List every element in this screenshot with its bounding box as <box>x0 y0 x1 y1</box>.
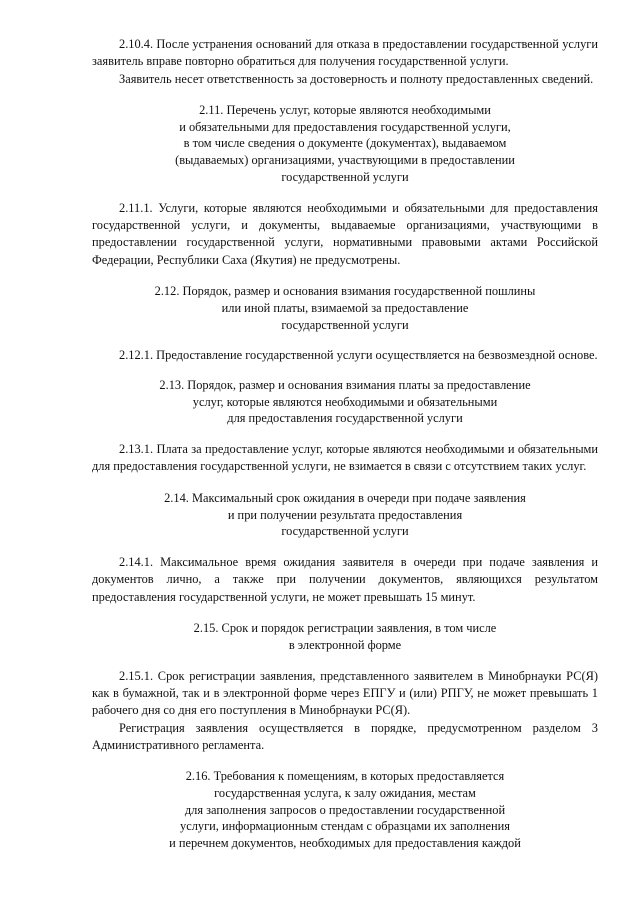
heading-2-16 <box>92 768 598 852</box>
heading-line: государственная услуга, к залу ожидания, местам <box>214 785 476 800</box>
paragraph-2-10-4: 2.10.4. После устранения оснований для отказа в предоставлении государственной услуги заявитель вправе повторно обратиться для получения государственной услуги. <box>92 37 598 69</box>
paragraph-2-10-4-responsibility: Заявитель несет ответственность за достоверность и полноту предоставленных сведений. <box>119 71 594 86</box>
heading-line: услуг, которые являются необходимыми и обязательными <box>192 394 498 409</box>
paragraph-2-11-1: 2.11.1. Услуги, которые являются необходимыми и обязательными для предоставления государственной услуги, и документы, выдаваемые организациями, участвующими в предоставлении государственной услуги, нормативными правовыми актами Российской Федерации, Республики Саха (Якутия) не предусмотрены. <box>92 200 598 267</box>
heading-2-13 <box>92 377 598 427</box>
heading-line: (выдаваемых) организациями, участвующими в предоставлении <box>175 153 515 168</box>
paragraph-2-15-1: 2.15.1. Срок регистрации заявления, представленного заявителем в Минобрнауки РС(Я) как в бумажной, так и в электронной форме через ЕПГУ и (или) РПГУ, не может превышать 1 рабочего дня со дня его поступления в Минобрнауки РС(Я). <box>92 668 598 718</box>
heading-line: услуги, информационным стендам с образцами их заполнения <box>180 819 510 834</box>
heading-2-12 <box>92 283 598 333</box>
heading-line: и обязательными для предоставления государственной услуги, <box>179 119 511 134</box>
heading-line: и перечнем документов, необходимых для предоставления каждой <box>169 836 521 851</box>
heading-line: и при получении результата предоставления <box>227 507 463 522</box>
heading-line: государственной услуги <box>281 524 409 539</box>
heading-line: 2.12. Порядок, размер и основания взимания государственной пошлины <box>154 284 536 299</box>
paragraph-2-15-1-registration: Регистрация заявления осуществляется в порядке, предусмотренном разделом 3 Административного регламента. <box>92 720 598 752</box>
heading-line: или иной платы, взимаемой за предоставление <box>221 300 469 315</box>
heading-line: для заполнения запросов о предоставлении государственной <box>184 802 506 817</box>
heading-line: в том числе сведения о документе (документах), выдаваемом <box>183 136 507 151</box>
heading-line: 2.11. Перечень услуг, которые являются необходимыми <box>199 102 491 117</box>
heading-line: государственной услуги <box>281 317 409 332</box>
heading-line: 2.14. Максимальный срок ожидания в очереди при подаче заявления <box>164 490 526 505</box>
paragraph-2-12-1: 2.12.1. Предоставление государственной услуги осуществляется на безвозмездной основе. <box>119 348 598 363</box>
paragraph-2-13-1: 2.13.1. Плата за предоставление услуг, которые являются необходимыми и обязательными для предоставления государственной услуги, не взимается в связи с отсутствием таких услуг. <box>92 442 598 474</box>
heading-line: в электронной форме <box>288 637 402 652</box>
heading-2-11 <box>92 102 598 186</box>
heading-line: для предоставления государственной услуги <box>227 411 463 426</box>
heading-2-15 <box>92 620 598 654</box>
heading-line: государственной услуги <box>281 170 409 185</box>
heading-line: 2.15. Срок и порядок регистрации заявления, в том числе <box>193 621 497 636</box>
heading-line: 2.13. Порядок, размер и основания взимания платы за предоставление <box>159 377 531 392</box>
paragraph-2-14-1: 2.14.1. Максимальное время ожидания заявителя в очереди при подаче заявления и документов лично, а также при получении документов, являющихся результатом предоставления государственной услуги, не может превышать 15 минут. <box>92 555 598 604</box>
heading-line: 2.16. Требования к помещениям, в которых предоставляется <box>185 769 505 784</box>
heading-2-14 <box>92 490 598 540</box>
